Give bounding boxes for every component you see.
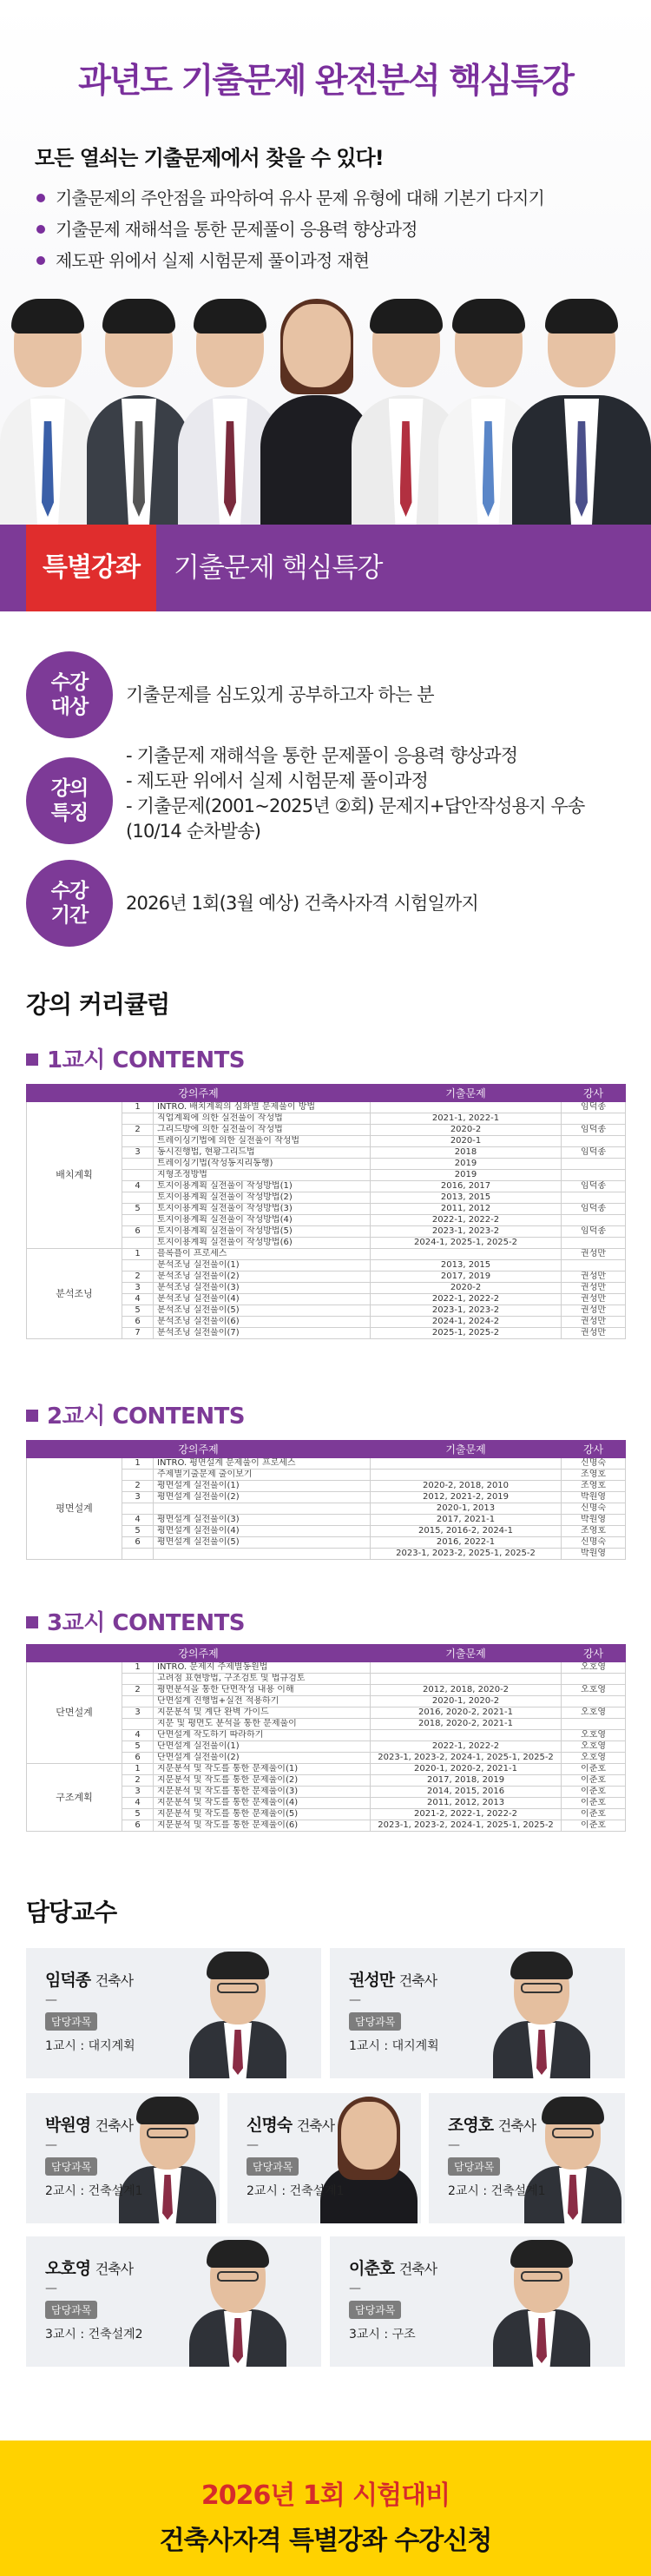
number-cell: 4: [122, 1515, 154, 1526]
topic-cell: 분석조닝 실전풀이(6): [154, 1317, 371, 1328]
number-cell: 4: [122, 1730, 154, 1741]
enroll-button[interactable]: [0, 2441, 651, 2576]
exam-cell: 2020-2, 2018, 2010: [371, 1481, 562, 1492]
divider: —: [247, 2138, 259, 2152]
professor-subject: 1교시 : 대지계획: [349, 2039, 439, 2053]
number-cell: 3: [122, 1283, 154, 1294]
teacher-cell: 이춘호: [562, 1764, 626, 1775]
exam-cell: 2013, 2015: [371, 1260, 562, 1271]
exam-cell: 2018, 2020-2, 2021-1: [371, 1719, 562, 1730]
number-cell: 3: [122, 1787, 154, 1798]
header-topic: 강의주제: [27, 1645, 371, 1662]
professor-name: 오호영: [45, 2259, 91, 2278]
professor-photo: [320, 2095, 418, 2223]
topic-cell: 평면설계 실전풀이(5): [154, 1537, 371, 1549]
category-cell: 단면설계: [27, 1662, 122, 1764]
teacher-cell: 권성만: [562, 1271, 626, 1283]
divider: —: [45, 2282, 57, 2295]
topic-cell: INTRO. 평면설계 문제풀이 프로세스: [154, 1458, 371, 1470]
number-cell: 6: [122, 1226, 154, 1238]
exam-cell: 2020-1, 2020-2: [371, 1696, 562, 1707]
hero-section: [0, 0, 651, 521]
divider: —: [349, 1993, 361, 2007]
teacher-cell: 임덕종: [562, 1204, 626, 1215]
number-cell: 6: [122, 1820, 154, 1832]
teacher-cell: 권성만: [562, 1305, 626, 1317]
exam-cell: 2016, 2022-1: [371, 1537, 562, 1549]
topic-cell: 단면설계 진행법+실전 적용하기: [154, 1696, 371, 1707]
professor-title: 건축사: [398, 1972, 437, 1989]
topic-cell: 분석조닝 실전풀이(3): [154, 1283, 371, 1294]
teacher-cell: 신명숙: [562, 1537, 626, 1549]
header-exam: 기출문제: [371, 1645, 562, 1662]
professor-name-line: [247, 2112, 334, 2136]
exam-cell: 2015, 2016-2, 2024-1: [371, 1526, 562, 1537]
professor-name-line: [448, 2112, 536, 2136]
hero-bullet: 제도판 위에서 실제 시험문제 풀이과정 재현: [35, 245, 544, 276]
topic-cell: [154, 1549, 371, 1560]
header-teacher: 강사: [562, 1085, 626, 1102]
number-cell: [122, 1260, 154, 1271]
professor-name-line: [349, 2256, 437, 2279]
exam-cell: 2023-1, 2023-2: [371, 1226, 562, 1238]
header-exam: 기출문제: [371, 1085, 562, 1102]
number-cell: 3: [122, 1492, 154, 1503]
professor-photo: [189, 2238, 286, 2367]
subject-badge: 담당과목: [45, 2301, 97, 2319]
topic-cell: 지문분석 및 작도를 통한 문제풀이(5): [154, 1809, 371, 1820]
info-text: - 기출문제 재해석을 통한 문제풀이 응용력 향상과정 - 제도판 위에서 실제 시험문제 풀이과정 - 기출문제(2001~2025년 ②회) 문제지+답안작성용지 우송 (10/14 순차발송): [126, 745, 585, 842]
teacher-cell: [562, 1192, 626, 1204]
table-row: [27, 1458, 626, 1470]
cta-line-2: 건축사자격 특별강좌 수강신청: [159, 2526, 492, 2556]
professor-name: 신명숙: [247, 2116, 293, 2135]
professor-photo: [524, 2095, 621, 2223]
exam-cell: 2025-1, 2025-2: [371, 1328, 562, 1339]
info-text: 기출문제를 심도있게 공부하고자 하는 분: [126, 684, 434, 705]
professor-photo: [493, 1950, 590, 2078]
number-cell: 1: [122, 1764, 154, 1775]
professor-card: [330, 2236, 625, 2367]
topic-cell: 지문분석 및 작도를 통한 문제풀이(6): [154, 1820, 371, 1832]
header-teacher: 강사: [562, 1645, 626, 1662]
session-title: 2교시 CONTENTS: [47, 1404, 246, 1430]
exam-cell: 2020-1: [371, 1136, 562, 1147]
teacher-cell: 박원영: [562, 1515, 626, 1526]
teacher-cell: 오호영: [562, 1730, 626, 1741]
professor-title: 건축사: [497, 2117, 536, 2134]
number-cell: 5: [122, 1741, 154, 1753]
teacher-cell: 오호영: [562, 1741, 626, 1753]
teacher-cell: 권성만: [562, 1294, 626, 1305]
exam-cell: 2014, 2015, 2016: [371, 1787, 562, 1798]
number-cell: [122, 1549, 154, 1560]
number-cell: 6: [122, 1753, 154, 1764]
professor-name: 임덕종: [45, 1971, 91, 1990]
exam-cell: 2020-2: [371, 1125, 562, 1136]
professor-name-line: [45, 2112, 133, 2136]
professor-name: 권성만: [349, 1971, 395, 1990]
teacher-cell: 임덕종: [562, 1125, 626, 1136]
exam-cell: 2017, 2019: [371, 1271, 562, 1283]
number-cell: 4: [122, 1294, 154, 1305]
number-cell: 1: [122, 1458, 154, 1470]
number-cell: 2: [122, 1125, 154, 1136]
topic-cell: 지문 및 평면도 분석을 통한 문제풀이: [154, 1719, 371, 1730]
exam-cell: [371, 1458, 562, 1470]
banner-tag: 특별강좌: [26, 525, 156, 611]
number-cell: 2: [122, 1271, 154, 1283]
teacher-cell: 임덕종: [562, 1181, 626, 1192]
topic-cell: 단면설계 실전풀이(1): [154, 1741, 371, 1753]
cta-line-1: 2026년 1회 시험대비: [201, 2480, 450, 2511]
topic-cell: 지문분석 및 작도를 통한 문제풀이(4): [154, 1798, 371, 1809]
exam-cell: 2021-2, 2022-1, 2022-2: [371, 1809, 562, 1820]
topic-cell: INTRO. 문제지 주제별동원법: [154, 1662, 371, 1674]
exam-cell: 2020-1, 2020-2, 2021-1: [371, 1764, 562, 1775]
topic-cell: INTRO. 배치계획의 심화별 문제풀이 방법: [154, 1102, 371, 1113]
teacher-cell: [562, 1238, 626, 1249]
session-3-table: [26, 1644, 626, 1832]
special-lecture-banner: [0, 525, 651, 611]
professor-name: 조영호: [448, 2116, 494, 2135]
hero-bullet: 기출문제의 주안점을 파악하여 유사 문제 유형에 대해 기본기 다지기: [35, 182, 544, 214]
teacher-cell: [562, 1136, 626, 1147]
number-cell: 2: [122, 1685, 154, 1696]
teacher-cell: 신명숙: [562, 1458, 626, 1470]
topic-cell: 평면설계 실전풀이(4): [154, 1526, 371, 1537]
topic-cell: 토지이용계획 실전풀이 작성방법(4): [154, 1215, 371, 1226]
table-row: [27, 1249, 626, 1260]
teacher-cell: 조영호: [562, 1526, 626, 1537]
topic-cell: 그리드방에 의한 실전풀이 작성법: [154, 1125, 371, 1136]
exam-cell: 2018: [371, 1147, 562, 1159]
professor-photo: [189, 1950, 286, 2078]
teacher-cell: 이춘호: [562, 1809, 626, 1820]
table-row: [27, 1102, 626, 1113]
divider: —: [45, 1993, 57, 2007]
exam-cell: 2019: [371, 1159, 562, 1170]
session-title: 3교시 CONTENTS: [47, 1610, 246, 1636]
square-icon: [26, 1054, 38, 1066]
header-topic: 강의주제: [27, 1441, 371, 1458]
teacher-cell: [562, 1674, 626, 1685]
header-topic: 강의주제: [27, 1085, 371, 1102]
teacher-cell: 권성만: [562, 1283, 626, 1294]
teacher-cell: 이춘호: [562, 1787, 626, 1798]
professor-card: [26, 1948, 321, 2078]
teacher-cell: 임덕종: [562, 1147, 626, 1159]
number-cell: [122, 1696, 154, 1707]
topic-cell: 평면분석을 통한 단면작성 내용 이해: [154, 1685, 371, 1696]
info-period: [26, 860, 634, 947]
teacher-cell: 오호영: [562, 1707, 626, 1719]
subject-badge: 담당과목: [349, 2301, 401, 2319]
hero-title: 과년도 기출문제 완전분석 핵심특강: [78, 62, 573, 101]
topic-cell: 지문분석 및 작도를 통한 문제풀이(3): [154, 1787, 371, 1798]
exam-cell: 2011, 2012, 2013: [371, 1798, 562, 1809]
number-cell: 4: [122, 1798, 154, 1809]
topic-cell: 분석조닝 실전풀이(5): [154, 1305, 371, 1317]
divider: —: [45, 2138, 57, 2152]
number-cell: [122, 1113, 154, 1125]
exam-cell: 2024-1, 2024-2: [371, 1317, 562, 1328]
professor-card: [227, 2093, 421, 2223]
topic-cell: 직업계획에 의한 실전풀이 작성법: [154, 1113, 371, 1125]
exam-cell: 2020-2: [371, 1283, 562, 1294]
teacher-cell: 권성만: [562, 1328, 626, 1339]
exam-cell: [371, 1102, 562, 1113]
professor-name-line: [45, 1967, 133, 1991]
topic-cell: 주제별기출문제 출이보기: [154, 1470, 371, 1481]
session-1-heading: [26, 1042, 245, 1074]
topic-cell: 분석조닝 실전풀이(7): [154, 1328, 371, 1339]
curriculum-heading: 강의 커리큘럼: [26, 990, 170, 1019]
exam-cell: 2013, 2015: [371, 1192, 562, 1204]
topic-cell: 분석조닝 실전풀이(2): [154, 1271, 371, 1283]
category-cell: 배치계획: [27, 1102, 122, 1249]
hero-subtitle: 모든 열쇠는 기출문제에서 찾을 수 있다!: [35, 146, 384, 170]
teacher-cell: [562, 1215, 626, 1226]
topic-cell: 지문분석 및 계단 완벽 가이드: [154, 1707, 371, 1719]
topic-cell: 지형조정방법: [154, 1170, 371, 1181]
subject-badge: 담당과목: [247, 2157, 299, 2176]
number-cell: [122, 1674, 154, 1685]
exam-cell: 2023-1, 2023-2, 2024-1, 2025-1, 2025-2: [371, 1820, 562, 1832]
topic-cell: 토지이용계획 실전풀이 작성방법(3): [154, 1204, 371, 1215]
teacher-cell: 박원영: [562, 1549, 626, 1560]
subject-badge: 담당과목: [448, 2157, 500, 2176]
topic-cell: 분석조닝 실전풀이(4): [154, 1294, 371, 1305]
divider: —: [349, 2282, 361, 2295]
subject-badge: 담당과목: [45, 2157, 97, 2176]
info-label: 강의 특징: [26, 757, 113, 844]
professor-photo: [119, 2095, 216, 2223]
exam-cell: 2022-1, 2022-2: [371, 1741, 562, 1753]
topic-cell: 토지이용계획 실전풀이 작성방법(1): [154, 1181, 371, 1192]
number-cell: 5: [122, 1526, 154, 1537]
teacher-cell: 신명숙: [562, 1503, 626, 1515]
professor-name: 박원영: [45, 2116, 91, 2135]
number-cell: 1: [122, 1249, 154, 1260]
topic-cell: 블록플이 프로세스: [154, 1249, 371, 1260]
number-cell: 6: [122, 1537, 154, 1549]
square-icon: [26, 1616, 38, 1628]
hero-bullet-list: [35, 182, 544, 276]
exam-cell: 2017, 2021-1: [371, 1515, 562, 1526]
teacher-cell: 박원영: [562, 1492, 626, 1503]
number-cell: 1: [122, 1662, 154, 1674]
session-3-heading: [26, 1605, 245, 1637]
number-cell: [122, 1470, 154, 1481]
number-cell: [122, 1136, 154, 1147]
professor-subject: 2교시 : 건축설계1: [45, 2184, 143, 2198]
table-row: [27, 1764, 626, 1775]
professor-photo: [493, 2238, 590, 2367]
professor-title: 건축사: [296, 2117, 335, 2134]
number-cell: [122, 1215, 154, 1226]
topic-cell: 토지이용계획 실전풀이 작성방법(6): [154, 1238, 371, 1249]
topic-cell: 평면설계 실전풀이(2): [154, 1492, 371, 1503]
person-figure: [0, 304, 95, 525]
teacher-cell: 이춘호: [562, 1820, 626, 1832]
header-teacher: 강사: [562, 1441, 626, 1458]
subject-badge: 담당과목: [45, 2012, 97, 2031]
topic-cell: 지문분석 및 작도를 통한 문제풀이(1): [154, 1764, 371, 1775]
professor-title: 건축사: [95, 2117, 134, 2134]
number-cell: [122, 1170, 154, 1181]
number-cell: [122, 1159, 154, 1170]
exam-cell: 2012, 2021-2, 2019: [371, 1492, 562, 1503]
exam-cell: [371, 1470, 562, 1481]
info-text: 2026년 1회(3월 예상) 건축사자격 시험일까지: [126, 893, 478, 914]
teacher-cell: 오호영: [562, 1662, 626, 1674]
teacher-cell: 이춘호: [562, 1775, 626, 1787]
teacher-cell: 조영호: [562, 1481, 626, 1492]
number-cell: [122, 1503, 154, 1515]
exam-cell: 2011, 2012: [371, 1204, 562, 1215]
table-row: [27, 1662, 626, 1674]
category-cell: 구조계획: [27, 1764, 122, 1832]
teacher-cell: 임덕종: [562, 1102, 626, 1113]
exam-cell: 2020-1, 2013: [371, 1503, 562, 1515]
number-cell: 2: [122, 1481, 154, 1492]
exam-cell: 2016, 2017: [371, 1181, 562, 1192]
exam-cell: 2022-1, 2022-2: [371, 1294, 562, 1305]
professor-card: [26, 2236, 321, 2367]
topic-cell: 트레이싱기법에 의한 실전풀이 작성법: [154, 1136, 371, 1147]
banner-title: 기출문제 핵심특강: [174, 552, 383, 584]
exam-cell: [371, 1674, 562, 1685]
teacher-cell: [562, 1260, 626, 1271]
number-cell: 6: [122, 1317, 154, 1328]
category-cell: 분석조닝: [27, 1249, 122, 1339]
exam-cell: [371, 1662, 562, 1674]
session-title: 1교시 CONTENTS: [47, 1047, 246, 1073]
number-cell: 5: [122, 1204, 154, 1215]
topic-cell: 평면설계 실전풀이(3): [154, 1515, 371, 1526]
topic-cell: 평면설계 실전풀이(1): [154, 1481, 371, 1492]
topic-cell: 트레이싱기법(작성동지리동행): [154, 1159, 371, 1170]
teacher-cell: 조영호: [562, 1470, 626, 1481]
teacher-cell: 오호영: [562, 1685, 626, 1696]
exam-cell: [371, 1730, 562, 1741]
professors-heading: 담당교수: [26, 1898, 117, 1926]
teacher-cell: 오호영: [562, 1753, 626, 1764]
number-cell: 5: [122, 1305, 154, 1317]
number-cell: 7: [122, 1328, 154, 1339]
professor-subject: 3교시 : 건축설계2: [45, 2328, 143, 2342]
professor-subject: 2교시 : 건축설계1: [247, 2184, 345, 2198]
teacher-cell: [562, 1159, 626, 1170]
exam-cell: 2022-1, 2022-2: [371, 1215, 562, 1226]
teacher-cell: [562, 1170, 626, 1181]
info-label: 수강 대상: [26, 651, 113, 738]
exam-cell: [371, 1249, 562, 1260]
teacher-cell: [562, 1113, 626, 1125]
info-features: [26, 745, 634, 862]
topic-cell: 단면설계 작도하기 따라하기: [154, 1730, 371, 1741]
professor-title: 건축사: [398, 2261, 437, 2277]
professor-subject: 1교시 : 대지계획: [45, 2039, 135, 2053]
exam-cell: 2023-1, 2023-2, 2025-1, 2025-2: [371, 1549, 562, 1560]
topic-cell: 토지이용계획 실전풀이 작성방법(2): [154, 1192, 371, 1204]
session-2-heading: [26, 1398, 245, 1430]
number-cell: 3: [122, 1147, 154, 1159]
number-cell: 2: [122, 1775, 154, 1787]
professor-subject: 3교시 : 구조: [349, 2328, 416, 2342]
professor-title: 건축사: [95, 2261, 134, 2277]
exam-cell: 2021-1, 2022-1: [371, 1113, 562, 1125]
professor-name-line: [349, 1967, 437, 1991]
topic-cell: 고려점 표현방법, 구조검토 및 법규검토: [154, 1674, 371, 1685]
number-cell: 4: [122, 1181, 154, 1192]
teacher-cell: [562, 1719, 626, 1730]
professor-subject: 2교시 : 건축설계1: [448, 2184, 546, 2198]
info-label: 수강 기간: [26, 860, 113, 947]
topic-cell: 동시진행법, 현황그리드법: [154, 1147, 371, 1159]
professor-name: 이춘호: [349, 2259, 395, 2278]
professor-card: [429, 2093, 625, 2223]
professor-card: [26, 2093, 220, 2223]
professor-card: [330, 1948, 625, 2078]
number-cell: 5: [122, 1809, 154, 1820]
header-exam: 기출문제: [371, 1441, 562, 1458]
topic-cell: 지문분석 및 작도를 통한 문제풀이(2): [154, 1775, 371, 1787]
info-target: [26, 651, 634, 738]
exam-cell: 2023-1, 2023-2, 2024-1, 2025-1, 2025-2: [371, 1753, 562, 1764]
number-cell: 3: [122, 1707, 154, 1719]
teacher-cell: 권성만: [562, 1249, 626, 1260]
session-1-table: [26, 1084, 626, 1339]
number-cell: [122, 1238, 154, 1249]
number-cell: 1: [122, 1102, 154, 1113]
teacher-cell: 임덕종: [562, 1226, 626, 1238]
number-cell: [122, 1719, 154, 1730]
professor-name-line: [45, 2256, 133, 2279]
teacher-cell: 이춘호: [562, 1798, 626, 1809]
topic-cell: 분석조닝 실전풀이(1): [154, 1260, 371, 1271]
topic-cell: [154, 1503, 371, 1515]
hero-bullet: 기출문제 재해석을 통한 문제풀이 응용력 향상과정: [35, 214, 544, 245]
exam-cell: 2017, 2018, 2019: [371, 1775, 562, 1787]
exam-cell: 2016, 2020-2, 2021-1: [371, 1707, 562, 1719]
exam-cell: 2023-1, 2023-2: [371, 1305, 562, 1317]
topic-cell: 토지이용계획 실전풀이 작성방법(5): [154, 1226, 371, 1238]
professor-group-photo: [0, 300, 651, 525]
person-figure: [87, 304, 191, 525]
square-icon: [26, 1410, 38, 1422]
exam-cell: 2024-1, 2025-1, 2025-2: [371, 1238, 562, 1249]
divider: —: [448, 2138, 460, 2152]
session-2-table: [26, 1440, 626, 1560]
topic-cell: 단면설계 실전풀이(2): [154, 1753, 371, 1764]
person-figure: [512, 304, 651, 525]
subject-badge: 담당과목: [349, 2012, 401, 2031]
category-cell: 평면설계: [27, 1458, 122, 1560]
teacher-cell: [562, 1696, 626, 1707]
exam-cell: 2019: [371, 1170, 562, 1181]
exam-cell: 2012, 2018, 2020-2: [371, 1685, 562, 1696]
professor-title: 건축사: [95, 1972, 134, 1989]
teacher-cell: 권성만: [562, 1317, 626, 1328]
number-cell: [122, 1192, 154, 1204]
